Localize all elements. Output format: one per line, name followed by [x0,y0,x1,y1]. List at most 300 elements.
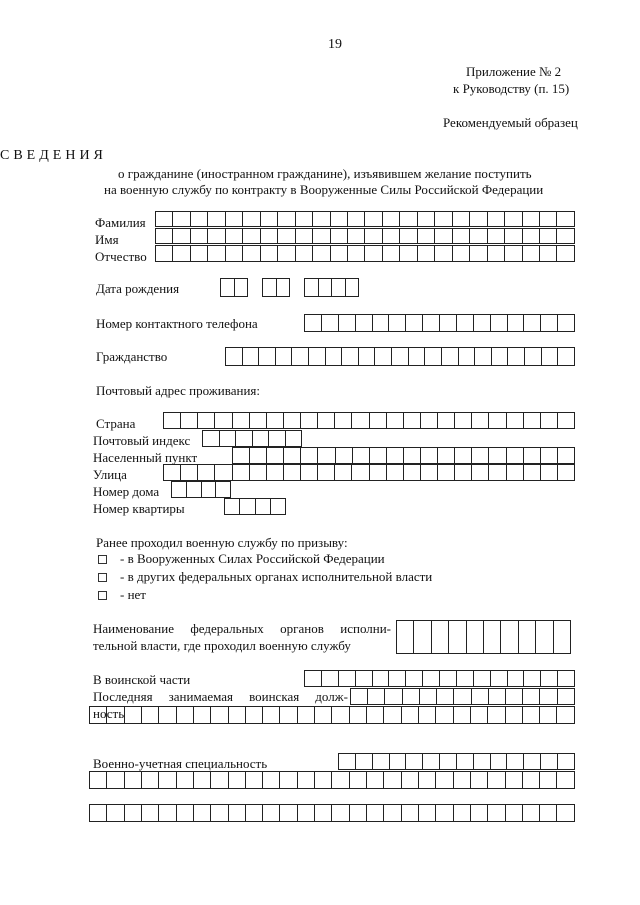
char-cell[interactable] [280,771,297,789]
char-cell[interactable] [226,347,243,366]
char-cell[interactable] [457,314,474,332]
char-cell[interactable] [414,620,431,654]
house-number-field[interactable] [171,481,232,498]
char-cell[interactable] [455,464,472,481]
char-cell[interactable] [339,314,356,332]
char-cell[interactable] [536,620,553,654]
char-cell[interactable] [540,706,557,724]
char-cell[interactable] [404,412,421,429]
char-cell[interactable] [233,447,250,464]
char-cell[interactable] [159,771,176,789]
char-cell[interactable] [181,464,198,481]
surname-field[interactable] [155,211,576,227]
char-cell[interactable] [368,688,385,705]
option-none-checkbox[interactable] [98,591,107,600]
char-cell[interactable] [457,753,474,770]
char-cell[interactable] [284,464,301,481]
char-cell[interactable] [284,447,301,464]
char-cell[interactable] [440,314,457,332]
char-cell[interactable] [406,314,423,332]
char-cell[interactable] [194,804,211,822]
char-cell[interactable] [470,211,487,227]
char-cell[interactable] [558,464,575,481]
char-cell[interactable] [331,211,348,227]
char-cell[interactable] [373,753,390,770]
char-cell[interactable] [280,706,297,724]
char-cell[interactable] [541,447,558,464]
char-cell[interactable] [313,211,330,227]
char-cell[interactable] [523,228,540,244]
char-cell[interactable] [215,464,232,481]
char-cell[interactable] [454,706,471,724]
char-cell[interactable] [107,706,124,724]
char-cell[interactable] [243,211,260,227]
char-cell[interactable] [455,447,472,464]
char-cell[interactable] [558,753,575,770]
char-cell[interactable] [156,228,173,244]
char-cell[interactable] [194,706,211,724]
char-cell[interactable] [508,347,525,366]
char-cell[interactable] [421,464,438,481]
char-cell[interactable] [542,347,559,366]
char-cell[interactable] [558,412,575,429]
char-cell[interactable] [506,706,523,724]
char-cell[interactable] [259,347,276,366]
char-cell[interactable] [524,670,541,687]
char-cell[interactable] [172,481,187,498]
char-cell[interactable] [440,670,457,687]
char-cell[interactable] [557,211,574,227]
char-cell[interactable] [331,245,348,262]
char-cell[interactable] [263,278,277,297]
char-cell[interactable] [474,314,491,332]
char-cell[interactable] [348,211,365,227]
char-cell[interactable] [523,211,540,227]
char-cell[interactable] [305,278,319,297]
char-cell[interactable] [501,620,518,654]
char-cell[interactable] [541,314,558,332]
street-field[interactable] [163,464,576,481]
char-cell[interactable] [220,430,237,447]
char-cell[interactable] [173,211,190,227]
char-cell[interactable] [423,753,440,770]
char-cell[interactable] [435,211,452,227]
char-cell[interactable] [387,447,404,464]
char-cell[interactable] [525,347,542,366]
char-cell[interactable] [229,804,246,822]
char-cell[interactable] [557,706,574,724]
char-cell[interactable] [365,245,382,262]
char-cell[interactable] [332,278,346,297]
char-cell[interactable] [305,670,322,687]
char-cell[interactable] [400,245,417,262]
char-cell[interactable] [423,670,440,687]
char-cell[interactable] [90,804,107,822]
char-cell[interactable] [387,464,404,481]
char-cell[interactable] [523,245,540,262]
char-cell[interactable] [436,804,453,822]
char-cell[interactable] [159,804,176,822]
char-cell[interactable] [352,464,369,481]
char-cell[interactable] [226,211,243,227]
char-cell[interactable] [457,670,474,687]
char-cell[interactable] [491,314,508,332]
char-cell[interactable] [240,498,255,515]
char-cell[interactable] [267,464,284,481]
char-cell[interactable] [506,771,523,789]
char-cell[interactable] [298,771,315,789]
char-cell[interactable] [384,706,401,724]
char-cell[interactable] [438,412,455,429]
char-cell[interactable] [488,804,505,822]
char-cell[interactable] [541,412,558,429]
char-cell[interactable] [488,211,505,227]
char-cell[interactable] [454,804,471,822]
char-cell[interactable] [425,347,442,366]
char-cell[interactable] [440,753,457,770]
char-cell[interactable] [472,464,489,481]
phone-field[interactable] [304,314,576,332]
char-cell[interactable] [488,228,505,244]
char-cell[interactable] [373,670,390,687]
char-cell[interactable] [156,245,173,262]
name-field[interactable] [155,228,576,244]
char-cell[interactable] [286,430,303,447]
birth-day-field[interactable] [220,278,249,297]
char-cell[interactable] [296,228,313,244]
char-cell[interactable] [404,447,421,464]
char-cell[interactable] [370,412,387,429]
char-cell[interactable] [261,245,278,262]
char-cell[interactable] [541,753,558,770]
char-cell[interactable] [278,228,295,244]
char-cell[interactable] [400,211,417,227]
char-cell[interactable] [403,688,420,705]
char-cell[interactable] [348,245,365,262]
char-cell[interactable] [203,430,220,447]
char-cell[interactable] [397,620,414,654]
char-cell[interactable] [267,447,284,464]
char-cell[interactable] [418,245,435,262]
char-cell[interactable] [142,771,159,789]
char-cell[interactable] [484,620,501,654]
char-cell[interactable] [296,245,313,262]
char-cell[interactable] [436,771,453,789]
char-cell[interactable] [385,688,402,705]
char-cell[interactable] [453,228,470,244]
char-cell[interactable] [301,464,318,481]
char-cell[interactable] [318,412,335,429]
char-cell[interactable] [540,771,557,789]
char-cell[interactable] [453,245,470,262]
char-cell[interactable] [402,804,419,822]
char-cell[interactable] [402,771,419,789]
char-cell[interactable] [322,314,339,332]
birth-year-field[interactable] [304,278,360,297]
char-cell[interactable] [177,804,194,822]
char-cell[interactable] [474,670,491,687]
char-cell[interactable] [352,412,369,429]
char-cell[interactable] [298,804,315,822]
char-cell[interactable] [356,753,373,770]
char-cell[interactable] [164,464,181,481]
char-cell[interactable] [243,228,260,244]
char-cell[interactable] [313,228,330,244]
char-cell[interactable] [419,804,436,822]
char-cell[interactable] [508,314,525,332]
char-cell[interactable] [296,211,313,227]
military-specialty-field-row3[interactable] [89,804,576,822]
char-cell[interactable] [336,447,353,464]
char-cell[interactable] [221,278,235,297]
char-cell[interactable] [558,347,575,366]
char-cell[interactable] [309,347,326,366]
char-cell[interactable] [301,412,318,429]
char-cell[interactable] [507,753,524,770]
char-cell[interactable] [332,771,349,789]
char-cell[interactable] [215,412,232,429]
char-cell[interactable] [246,804,263,822]
char-cell[interactable] [211,771,228,789]
char-cell[interactable] [558,447,575,464]
option-federal-agencies-checkbox[interactable] [98,573,107,582]
char-cell[interactable] [159,706,176,724]
char-cell[interactable] [523,706,540,724]
char-cell[interactable] [208,228,225,244]
char-cell[interactable] [125,771,142,789]
char-cell[interactable] [474,753,491,770]
char-cell[interactable] [389,670,406,687]
char-cell[interactable] [350,706,367,724]
char-cell[interactable] [365,228,382,244]
char-cell[interactable] [370,447,387,464]
char-cell[interactable] [226,245,243,262]
char-cell[interactable] [331,228,348,244]
char-cell[interactable] [346,278,360,297]
char-cell[interactable] [418,211,435,227]
country-field[interactable] [163,412,576,429]
char-cell[interactable] [181,412,198,429]
char-cell[interactable] [557,771,574,789]
char-cell[interactable] [438,447,455,464]
char-cell[interactable] [489,447,506,464]
char-cell[interactable] [356,314,373,332]
char-cell[interactable] [353,447,370,464]
char-cell[interactable] [436,706,453,724]
char-cell[interactable] [558,314,575,332]
char-cell[interactable] [524,447,541,464]
char-cell[interactable] [339,670,356,687]
char-cell[interactable] [384,771,401,789]
char-cell[interactable] [557,228,574,244]
char-cell[interactable] [208,211,225,227]
char-cell[interactable] [335,464,352,481]
char-cell[interactable] [177,706,194,724]
char-cell[interactable] [489,688,506,705]
char-cell[interactable] [292,347,309,366]
char-cell[interactable] [276,347,293,366]
char-cell[interactable] [332,804,349,822]
char-cell[interactable] [423,314,440,332]
char-cell[interactable] [229,771,246,789]
char-cell[interactable] [90,706,107,724]
char-cell[interactable] [243,347,260,366]
char-cell[interactable] [261,228,278,244]
char-cell[interactable] [367,804,384,822]
char-cell[interactable] [540,211,557,227]
char-cell[interactable] [367,771,384,789]
char-cell[interactable] [454,771,471,789]
char-cell[interactable] [246,706,263,724]
char-cell[interactable] [505,228,522,244]
char-cell[interactable] [442,347,459,366]
char-cell[interactable] [470,245,487,262]
military-specialty-field-row2[interactable] [89,771,576,789]
char-cell[interactable] [383,211,400,227]
char-cell[interactable] [177,771,194,789]
char-cell[interactable] [191,228,208,244]
char-cell[interactable] [315,804,332,822]
char-cell[interactable] [392,347,409,366]
char-cell[interactable] [226,228,243,244]
citizenship-field[interactable] [225,347,576,366]
option-armed-forces-checkbox[interactable] [98,555,107,564]
char-cell[interactable] [400,228,417,244]
char-cell[interactable] [322,670,339,687]
char-cell[interactable] [390,753,407,770]
char-cell[interactable] [558,688,575,705]
char-cell[interactable] [435,245,452,262]
char-cell[interactable] [318,464,335,481]
char-cell[interactable] [271,498,286,515]
char-cell[interactable] [437,688,454,705]
char-cell[interactable] [225,498,240,515]
char-cell[interactable] [373,314,390,332]
char-cell[interactable] [191,211,208,227]
char-cell[interactable] [216,481,231,498]
military-unit-field[interactable] [304,670,576,687]
char-cell[interactable] [541,670,558,687]
char-cell[interactable] [459,347,476,366]
char-cell[interactable] [524,412,541,429]
char-cell[interactable] [472,412,489,429]
char-cell[interactable] [367,706,384,724]
char-cell[interactable] [365,211,382,227]
char-cell[interactable] [523,804,540,822]
char-cell[interactable] [404,464,421,481]
char-cell[interactable] [540,228,557,244]
char-cell[interactable] [261,211,278,227]
last-position-field-row2[interactable] [89,706,576,724]
char-cell[interactable] [191,245,208,262]
char-cell[interactable] [187,481,202,498]
char-cell[interactable] [142,804,159,822]
char-cell[interactable] [419,706,436,724]
char-cell[interactable] [523,688,540,705]
char-cell[interactable] [406,753,423,770]
char-cell[interactable] [471,771,488,789]
char-cell[interactable] [519,620,536,654]
char-cell[interactable] [278,211,295,227]
agency-field[interactable] [396,620,572,654]
char-cell[interactable] [202,481,217,498]
char-cell[interactable] [488,706,505,724]
char-cell[interactable] [263,706,280,724]
char-cell[interactable] [421,447,438,464]
apartment-number-field[interactable] [224,498,287,515]
char-cell[interactable] [250,412,267,429]
char-cell[interactable] [208,245,225,262]
char-cell[interactable] [233,464,250,481]
char-cell[interactable] [488,245,505,262]
char-cell[interactable] [250,464,267,481]
char-cell[interactable] [211,804,228,822]
char-cell[interactable] [211,706,228,724]
char-cell[interactable] [387,412,404,429]
char-cell[interactable] [256,498,271,515]
char-cell[interactable] [90,771,107,789]
char-cell[interactable] [359,347,376,366]
char-cell[interactable] [348,228,365,244]
char-cell[interactable] [471,706,488,724]
char-cell[interactable] [489,412,506,429]
char-cell[interactable] [419,771,436,789]
char-cell[interactable] [489,464,506,481]
char-cell[interactable] [491,670,508,687]
char-cell[interactable] [453,211,470,227]
char-cell[interactable] [335,412,352,429]
char-cell[interactable] [449,620,466,654]
char-cell[interactable] [277,278,291,297]
char-cell[interactable] [438,464,455,481]
char-cell[interactable] [389,314,406,332]
char-cell[interactable] [318,447,335,464]
char-cell[interactable] [505,245,522,262]
char-cell[interactable] [383,228,400,244]
char-cell[interactable] [164,412,181,429]
char-cell[interactable] [507,412,524,429]
char-cell[interactable] [420,688,437,705]
char-cell[interactable] [198,412,215,429]
char-cell[interactable] [506,804,523,822]
char-cell[interactable] [472,688,489,705]
char-cell[interactable] [156,211,173,227]
char-cell[interactable] [541,464,558,481]
char-cell[interactable] [339,753,356,770]
char-cell[interactable] [472,447,489,464]
char-cell[interactable] [455,412,472,429]
char-cell[interactable] [243,245,260,262]
char-cell[interactable] [508,670,525,687]
char-cell[interactable] [384,804,401,822]
char-cell[interactable] [319,278,333,297]
char-cell[interactable] [524,753,541,770]
char-cell[interactable] [523,771,540,789]
char-cell[interactable] [471,804,488,822]
char-cell[interactable] [375,347,392,366]
char-cell[interactable] [173,228,190,244]
char-cell[interactable] [506,688,523,705]
char-cell[interactable] [315,706,332,724]
char-cell[interactable] [524,464,541,481]
char-cell[interactable] [540,245,557,262]
char-cell[interactable] [233,412,250,429]
char-cell[interactable] [524,314,541,332]
char-cell[interactable] [488,771,505,789]
char-cell[interactable] [229,706,246,724]
char-cell[interactable] [370,464,387,481]
char-cell[interactable] [173,245,190,262]
